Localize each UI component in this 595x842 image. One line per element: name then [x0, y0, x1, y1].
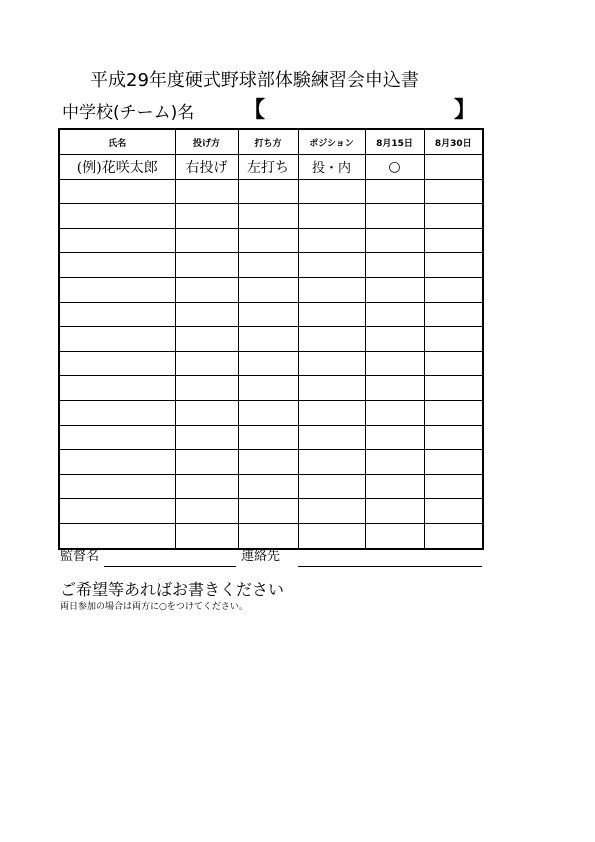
entry-cell-throwing[interactable] — [175, 179, 238, 204]
entry-cell-aug30[interactable] — [424, 523, 483, 548]
table-row — [59, 327, 483, 352]
header-date-aug15: 8月15日 — [365, 129, 424, 155]
entry-cell-position[interactable] — [298, 425, 365, 450]
entry-cell-throwing[interactable] — [175, 474, 238, 499]
entry-cell-batting[interactable] — [238, 327, 298, 352]
entry-cell-batting[interactable] — [238, 253, 298, 278]
table-row — [59, 277, 483, 302]
entry-cell-batting[interactable] — [238, 400, 298, 425]
entry-cell-position[interactable] — [298, 277, 365, 302]
entry-cell-batting[interactable] — [238, 523, 298, 548]
table-row — [59, 474, 483, 499]
entry-cell-batting[interactable] — [238, 302, 298, 327]
entry-cell-aug30[interactable] — [424, 499, 483, 524]
table-row — [59, 400, 483, 425]
table-row — [59, 351, 483, 376]
request-heading: ご希望等あればお書きください — [60, 580, 285, 599]
entry-cell-throwing[interactable] — [175, 327, 238, 352]
entry-cell-aug15[interactable] — [365, 474, 424, 499]
entry-cell-aug30[interactable] — [424, 351, 483, 376]
entry-cell-aug15[interactable] — [365, 228, 424, 253]
entry-cell-throwing[interactable] — [175, 376, 238, 401]
entry-cell-aug30[interactable] — [424, 253, 483, 278]
entry-cell-aug30[interactable] — [424, 450, 483, 475]
school-name-label: 中学校(チーム)名 — [62, 103, 195, 123]
entry-cell-batting[interactable] — [238, 179, 298, 204]
entry-cell-aug15[interactable] — [365, 204, 424, 229]
entry-cell-throwing[interactable] — [175, 204, 238, 229]
entry-cell-aug30[interactable] — [424, 204, 483, 229]
entry-cell-position[interactable] — [298, 523, 365, 548]
entry-cell-position[interactable] — [298, 204, 365, 229]
participation-note: 両日参加の場合は両方に○をつけてください。 — [60, 602, 248, 612]
table-row — [59, 523, 483, 548]
entry-cell-position[interactable] — [298, 302, 365, 327]
entry-cell-position[interactable] — [298, 253, 365, 278]
school-name-field[interactable] — [268, 102, 450, 124]
entry-cell-aug30[interactable] — [424, 302, 483, 327]
table-row — [59, 376, 483, 401]
entry-cell-batting[interactable] — [238, 376, 298, 401]
entry-cell-name[interactable] — [59, 474, 175, 499]
contact-field[interactable] — [298, 566, 482, 567]
entry-cell-batting[interactable] — [238, 425, 298, 450]
table-row — [59, 425, 483, 450]
entry-cell-position[interactable] — [298, 474, 365, 499]
entry-cell-name[interactable] — [59, 179, 175, 204]
entry-cell-position[interactable] — [298, 327, 365, 352]
entry-cell-throwing[interactable] — [175, 450, 238, 475]
entry-cell-name[interactable] — [59, 450, 175, 475]
entry-cell-position[interactable] — [298, 179, 365, 204]
example-aug30 — [424, 155, 483, 180]
entry-cell-aug30[interactable] — [424, 327, 483, 352]
example-name: (例)花咲太郎 — [59, 155, 175, 180]
header-batting: 打ち方 — [238, 129, 298, 155]
entry-cell-name[interactable] — [59, 228, 175, 253]
entry-cell-batting[interactable] — [238, 474, 298, 499]
entry-cell-position[interactable] — [298, 376, 365, 401]
header-date-aug30: 8月30日 — [424, 129, 483, 155]
entry-cell-aug15[interactable] — [365, 253, 424, 278]
form-title: 平成29年度硬式野球部体験練習会申込書 — [90, 70, 419, 91]
entry-cell-batting[interactable] — [238, 499, 298, 524]
header-position: ポジション — [298, 129, 365, 155]
entry-cell-name[interactable] — [59, 523, 175, 548]
entry-cell-name[interactable] — [59, 499, 175, 524]
table-row — [59, 499, 483, 524]
entry-cell-aug15[interactable] — [365, 376, 424, 401]
entry-cell-aug30[interactable] — [424, 179, 483, 204]
entry-cell-batting[interactable] — [238, 450, 298, 475]
bracket-close: 】 — [454, 98, 477, 123]
entry-cell-aug15[interactable] — [365, 450, 424, 475]
table-row — [59, 253, 483, 278]
entry-cell-name[interactable] — [59, 204, 175, 229]
entry-cell-aug15[interactable] — [365, 400, 424, 425]
entry-cell-name[interactable] — [59, 425, 175, 450]
entry-cell-throwing[interactable] — [175, 351, 238, 376]
example-aug15: ○ — [365, 155, 424, 180]
table-row — [59, 450, 483, 475]
entry-cell-aug30[interactable] — [424, 400, 483, 425]
entry-cell-aug15[interactable] — [365, 302, 424, 327]
entry-cell-aug30[interactable] — [424, 228, 483, 253]
entry-cell-position[interactable] — [298, 450, 365, 475]
entry-cell-aug15[interactable] — [365, 179, 424, 204]
entry-cell-throwing[interactable] — [175, 523, 238, 548]
entry-cell-name[interactable] — [59, 351, 175, 376]
header-throwing: 投げ方 — [175, 129, 238, 155]
entry-cell-name[interactable] — [59, 400, 175, 425]
entry-cell-name[interactable] — [59, 376, 175, 401]
entry-cell-name[interactable] — [59, 302, 175, 327]
entry-cell-aug15[interactable] — [365, 327, 424, 352]
entry-cell-throwing[interactable] — [175, 425, 238, 450]
table-header-row — [59, 129, 483, 155]
entry-cell-aug30[interactable] — [424, 376, 483, 401]
entry-cell-name[interactable] — [59, 253, 175, 278]
entry-cell-aug15[interactable] — [365, 523, 424, 548]
entry-cell-batting[interactable] — [238, 204, 298, 229]
entry-cell-batting[interactable] — [238, 277, 298, 302]
entry-cell-batting[interactable] — [238, 228, 298, 253]
coach-name-field[interactable] — [104, 566, 236, 567]
bracket-open: 【 — [243, 98, 266, 123]
entry-cell-position[interactable] — [298, 400, 365, 425]
entry-cell-aug15[interactable] — [365, 277, 424, 302]
entry-cell-aug15[interactable] — [365, 351, 424, 376]
entry-cell-aug15[interactable] — [365, 499, 424, 524]
coach-name-label: 監督名 — [60, 549, 100, 564]
entry-cell-throwing[interactable] — [175, 228, 238, 253]
roster-table — [58, 128, 484, 550]
table-row — [59, 302, 483, 327]
entry-cell-throwing[interactable] — [175, 277, 238, 302]
entry-cell-throwing[interactable] — [175, 400, 238, 425]
table-row — [59, 179, 483, 204]
entry-cell-aug15[interactable] — [365, 425, 424, 450]
entry-cell-throwing[interactable] — [175, 499, 238, 524]
table-row — [59, 228, 483, 253]
entry-cell-name[interactable] — [59, 277, 175, 302]
example-row — [59, 155, 483, 180]
header-name: 氏名 — [59, 129, 175, 155]
entry-cell-position[interactable] — [298, 499, 365, 524]
example-throwing: 右投げ — [175, 155, 238, 180]
entry-cell-position[interactable] — [298, 228, 365, 253]
entry-cell-position[interactable] — [298, 351, 365, 376]
entry-cell-name[interactable] — [59, 327, 175, 352]
entry-cell-throwing[interactable] — [175, 302, 238, 327]
table-row — [59, 204, 483, 229]
entry-cell-throwing[interactable] — [175, 253, 238, 278]
example-position: 投・内 — [298, 155, 365, 180]
example-batting: 左打ち — [238, 155, 298, 180]
entry-cell-aug30[interactable] — [424, 277, 483, 302]
entry-cell-aug30[interactable] — [424, 474, 483, 499]
entry-cell-aug30[interactable] — [424, 425, 483, 450]
contact-label: 連絡先 — [241, 549, 281, 564]
entry-cell-batting[interactable] — [238, 351, 298, 376]
